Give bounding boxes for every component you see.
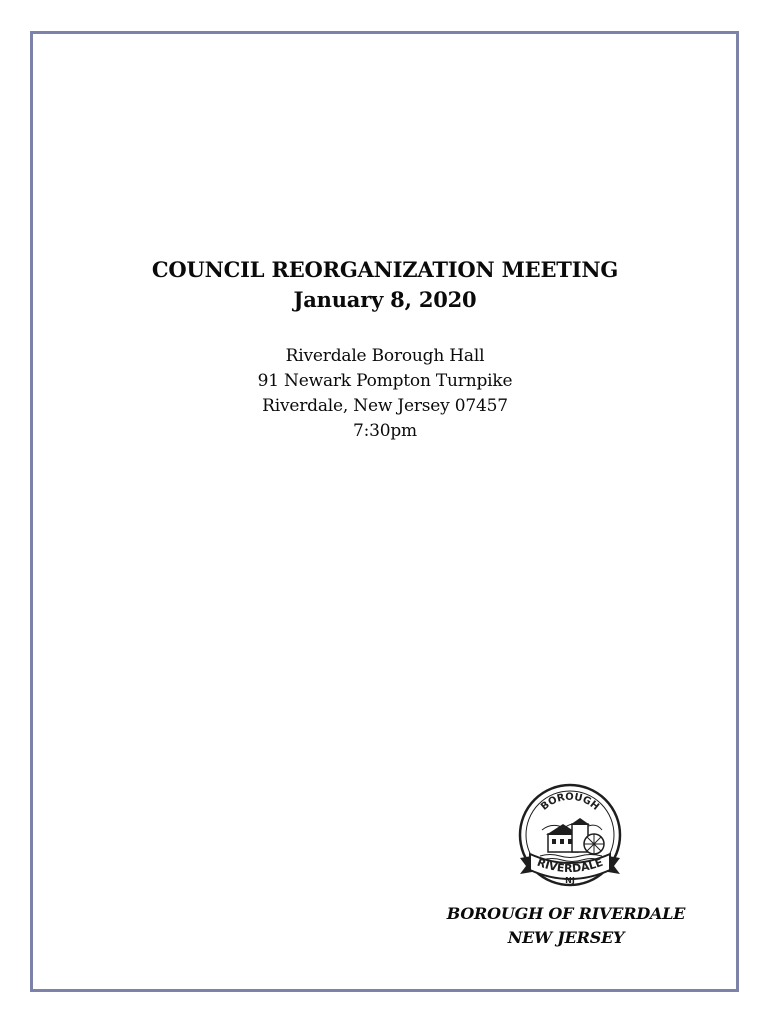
seal-top-text: BOROUGH bbox=[539, 791, 601, 813]
footer-state-name: NEW JERSEY bbox=[507, 928, 625, 947]
footer-block bbox=[440, 902, 692, 950]
address-block bbox=[0, 344, 770, 444]
city-state-zip: Riverdale, New Jersey 07457 bbox=[262, 396, 508, 416]
seal-bottom-text: NJ bbox=[565, 876, 575, 885]
venue-name: Riverdale Borough Hall bbox=[285, 346, 485, 366]
meeting-date: January 8, 2020 bbox=[293, 287, 477, 312]
title-block bbox=[0, 255, 770, 315]
borough-seal-logo bbox=[512, 780, 628, 890]
street-address: 91 Newark Pompton Turnpike bbox=[257, 371, 513, 391]
meeting-time: 7:30pm bbox=[353, 421, 417, 441]
meeting-title: COUNCIL REORGANIZATION MEETING bbox=[151, 257, 619, 282]
footer-borough-name: BOROUGH OF RIVERDALE bbox=[446, 904, 686, 923]
seal-banner-text: RIVERDALE bbox=[535, 855, 605, 876]
page-border bbox=[30, 31, 739, 992]
